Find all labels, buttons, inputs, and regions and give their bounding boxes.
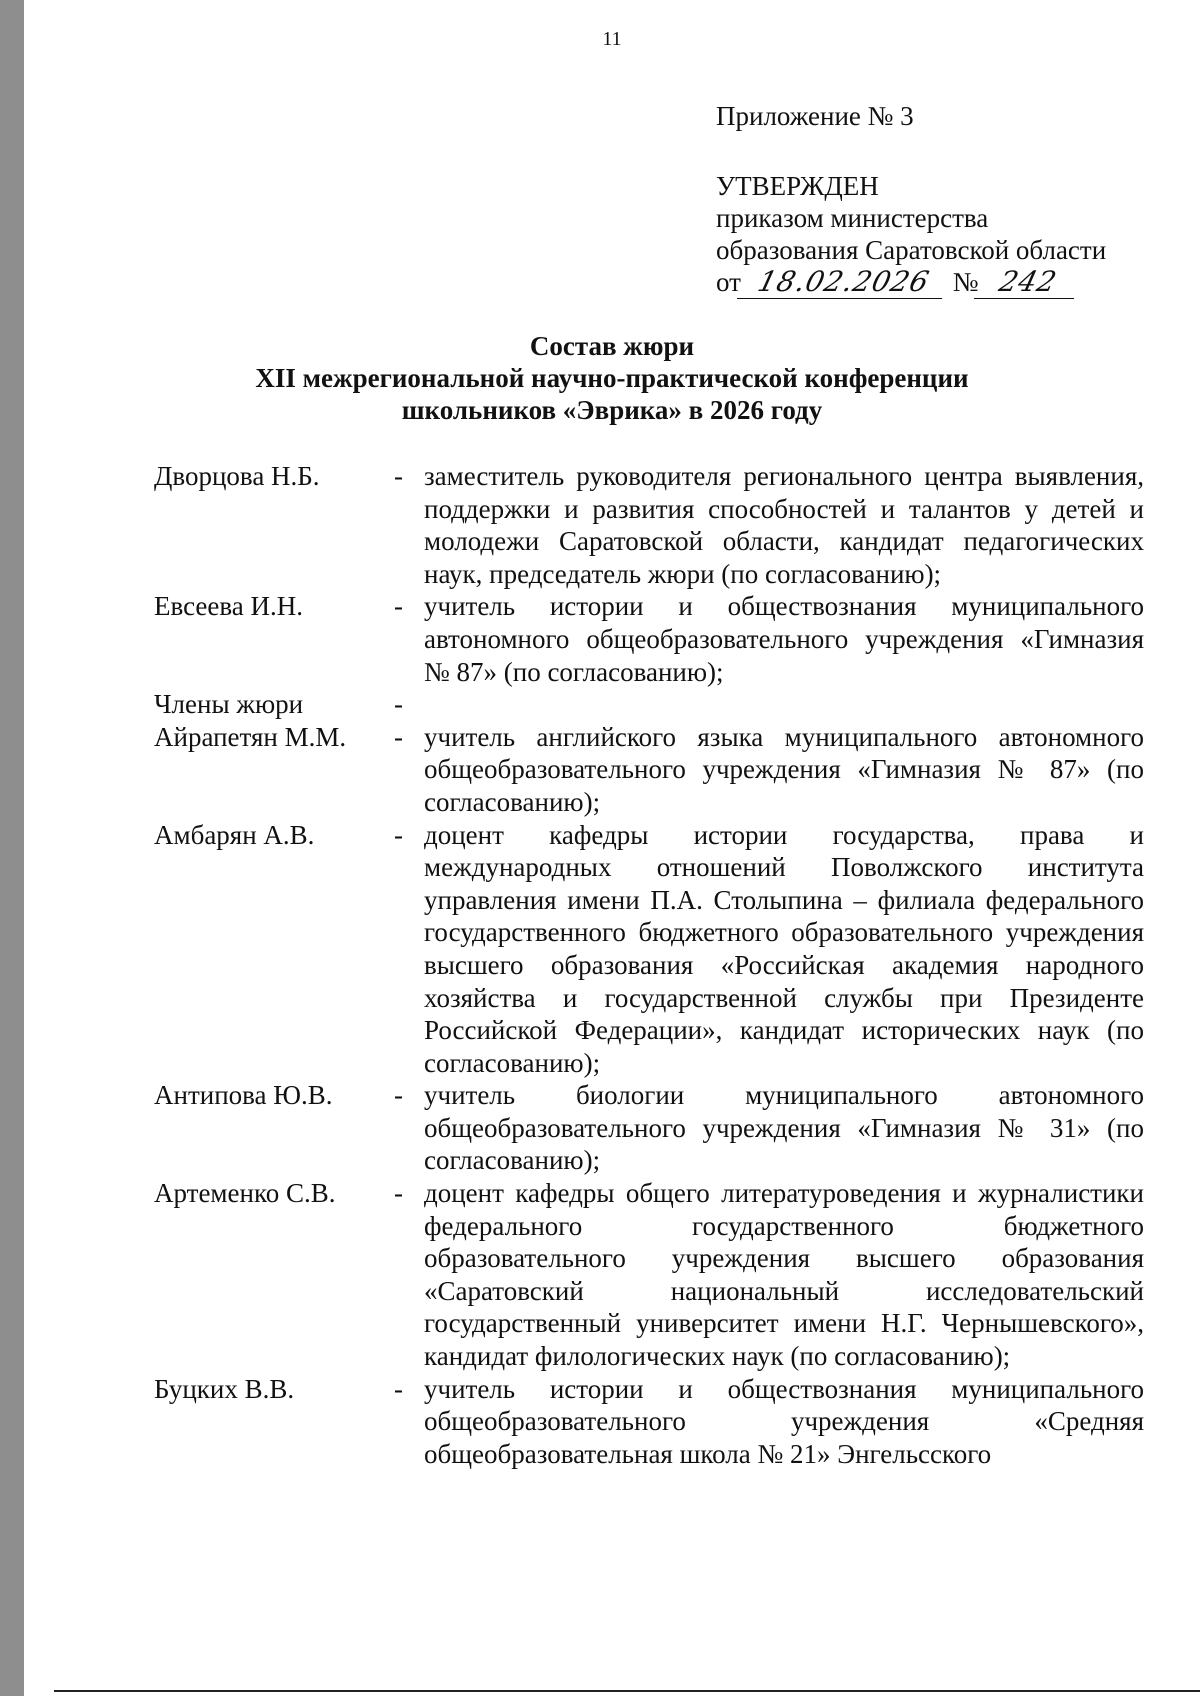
title-line-1: Состав жюри	[529, 331, 695, 361]
order-date-line	[716, 266, 1176, 299]
jury-member-row	[154, 819, 1144, 1080]
number-prefix: №	[952, 267, 979, 297]
annex-label: Приложение № 3	[716, 101, 914, 131]
member-description: учитель биологии муниципального автономного общеобразовательного учреждения «Гимназия № 31» (по согласованию);	[424, 1080, 1144, 1176]
jury-list	[154, 460, 1144, 1470]
member-dash: -	[394, 1080, 403, 1111]
handwritten-number: 242	[974, 266, 1082, 299]
member-name: Амбарян А.В.	[154, 819, 315, 850]
handwritten-date: 18.02.2026	[737, 266, 950, 299]
member-name: Артеменко С.В.	[154, 1178, 336, 1209]
member-name: Дворцова Н.Б.	[154, 461, 320, 491]
member-description: доцент кафедры общего литературоведения и журналистики федерального государственного бюджетного образовательного учреждения высшего образования «Саратовский национальный исследовательский государственный университет имени Н.Г. Чернышевского», кандидат филологических наук (по согласованию);	[424, 1178, 1144, 1372]
approval-line-2: образования Саратовской области	[716, 235, 1107, 265]
jury-member-row	[154, 460, 1144, 590]
member-dash: -	[394, 721, 403, 752]
member-dash: -	[394, 1373, 403, 1404]
date-prefix: от	[716, 267, 741, 297]
member-name: Буцких В.В.	[154, 1373, 295, 1404]
member-dash: -	[394, 461, 403, 491]
jury-member-row	[154, 1373, 1144, 1471]
approved-label: УТВЕРЖДЕН	[716, 171, 879, 201]
scan-left-edge	[0, 0, 24, 1696]
document-title	[24, 330, 1200, 426]
member-dash: -	[394, 689, 403, 720]
member-description: заместитель руководителя регионального центра выявления, поддержки и развития способностей и талантов у детей и молодежи Саратовской области, кандидат педагогических наук, председатель жюри (по согласованию);	[424, 461, 1144, 589]
member-dash: -	[394, 819, 403, 850]
document-page	[24, 0, 1200, 1696]
jury-member-row	[154, 1177, 1144, 1373]
jury-members-heading-row	[154, 688, 1144, 721]
member-dash: -	[394, 1178, 403, 1209]
member-name: Антипова Ю.В.	[154, 1080, 333, 1111]
approval-block	[716, 100, 1176, 299]
member-name: Евсеева И.Н.	[154, 591, 303, 622]
title-line-3: школьников «Эврика» в 2026 году	[401, 395, 823, 425]
page-number: 11	[602, 28, 622, 50]
member-description: учитель истории и обществознания муниципального общеобразовательного учреждения «Средняя общеобразовательная школа № 21» Энгельсского	[424, 1373, 1144, 1469]
scan-bottom-edge	[54, 1690, 1200, 1692]
title-line-2: XII межрегиональной научно-практической конференции	[255, 363, 969, 393]
jury-member-row	[154, 590, 1144, 688]
jury-member-row	[154, 1079, 1144, 1177]
member-description: учитель английского языка муниципального автономного общеобразовательного учреждения «Гимназия № 87» (по согласованию);	[424, 721, 1144, 817]
jury-member-row	[154, 721, 1144, 819]
member-description	[424, 688, 1144, 721]
member-description: доцент кафедры истории государства, права и международных отношений Поволжского института управления имени П.А. Столыпина – филиала федерального государственного бюджетного образовательного учреждения высшего образования «Российская академия народного хозяйства и государственной службы при Президенте Российской Федерации», кандидат исторических наук (по согласованию);	[424, 819, 1144, 1078]
member-description: учитель истории и обществознания муниципального автономного общеобразовательного учреждения «Гимназия № 87» (по согласованию);	[424, 591, 1144, 687]
member-dash: -	[394, 591, 403, 622]
member-name: Айрапетян М.М.	[154, 721, 347, 752]
members-heading: Члены жюри	[154, 689, 304, 720]
approval-line-1: приказом министерства	[716, 203, 989, 233]
